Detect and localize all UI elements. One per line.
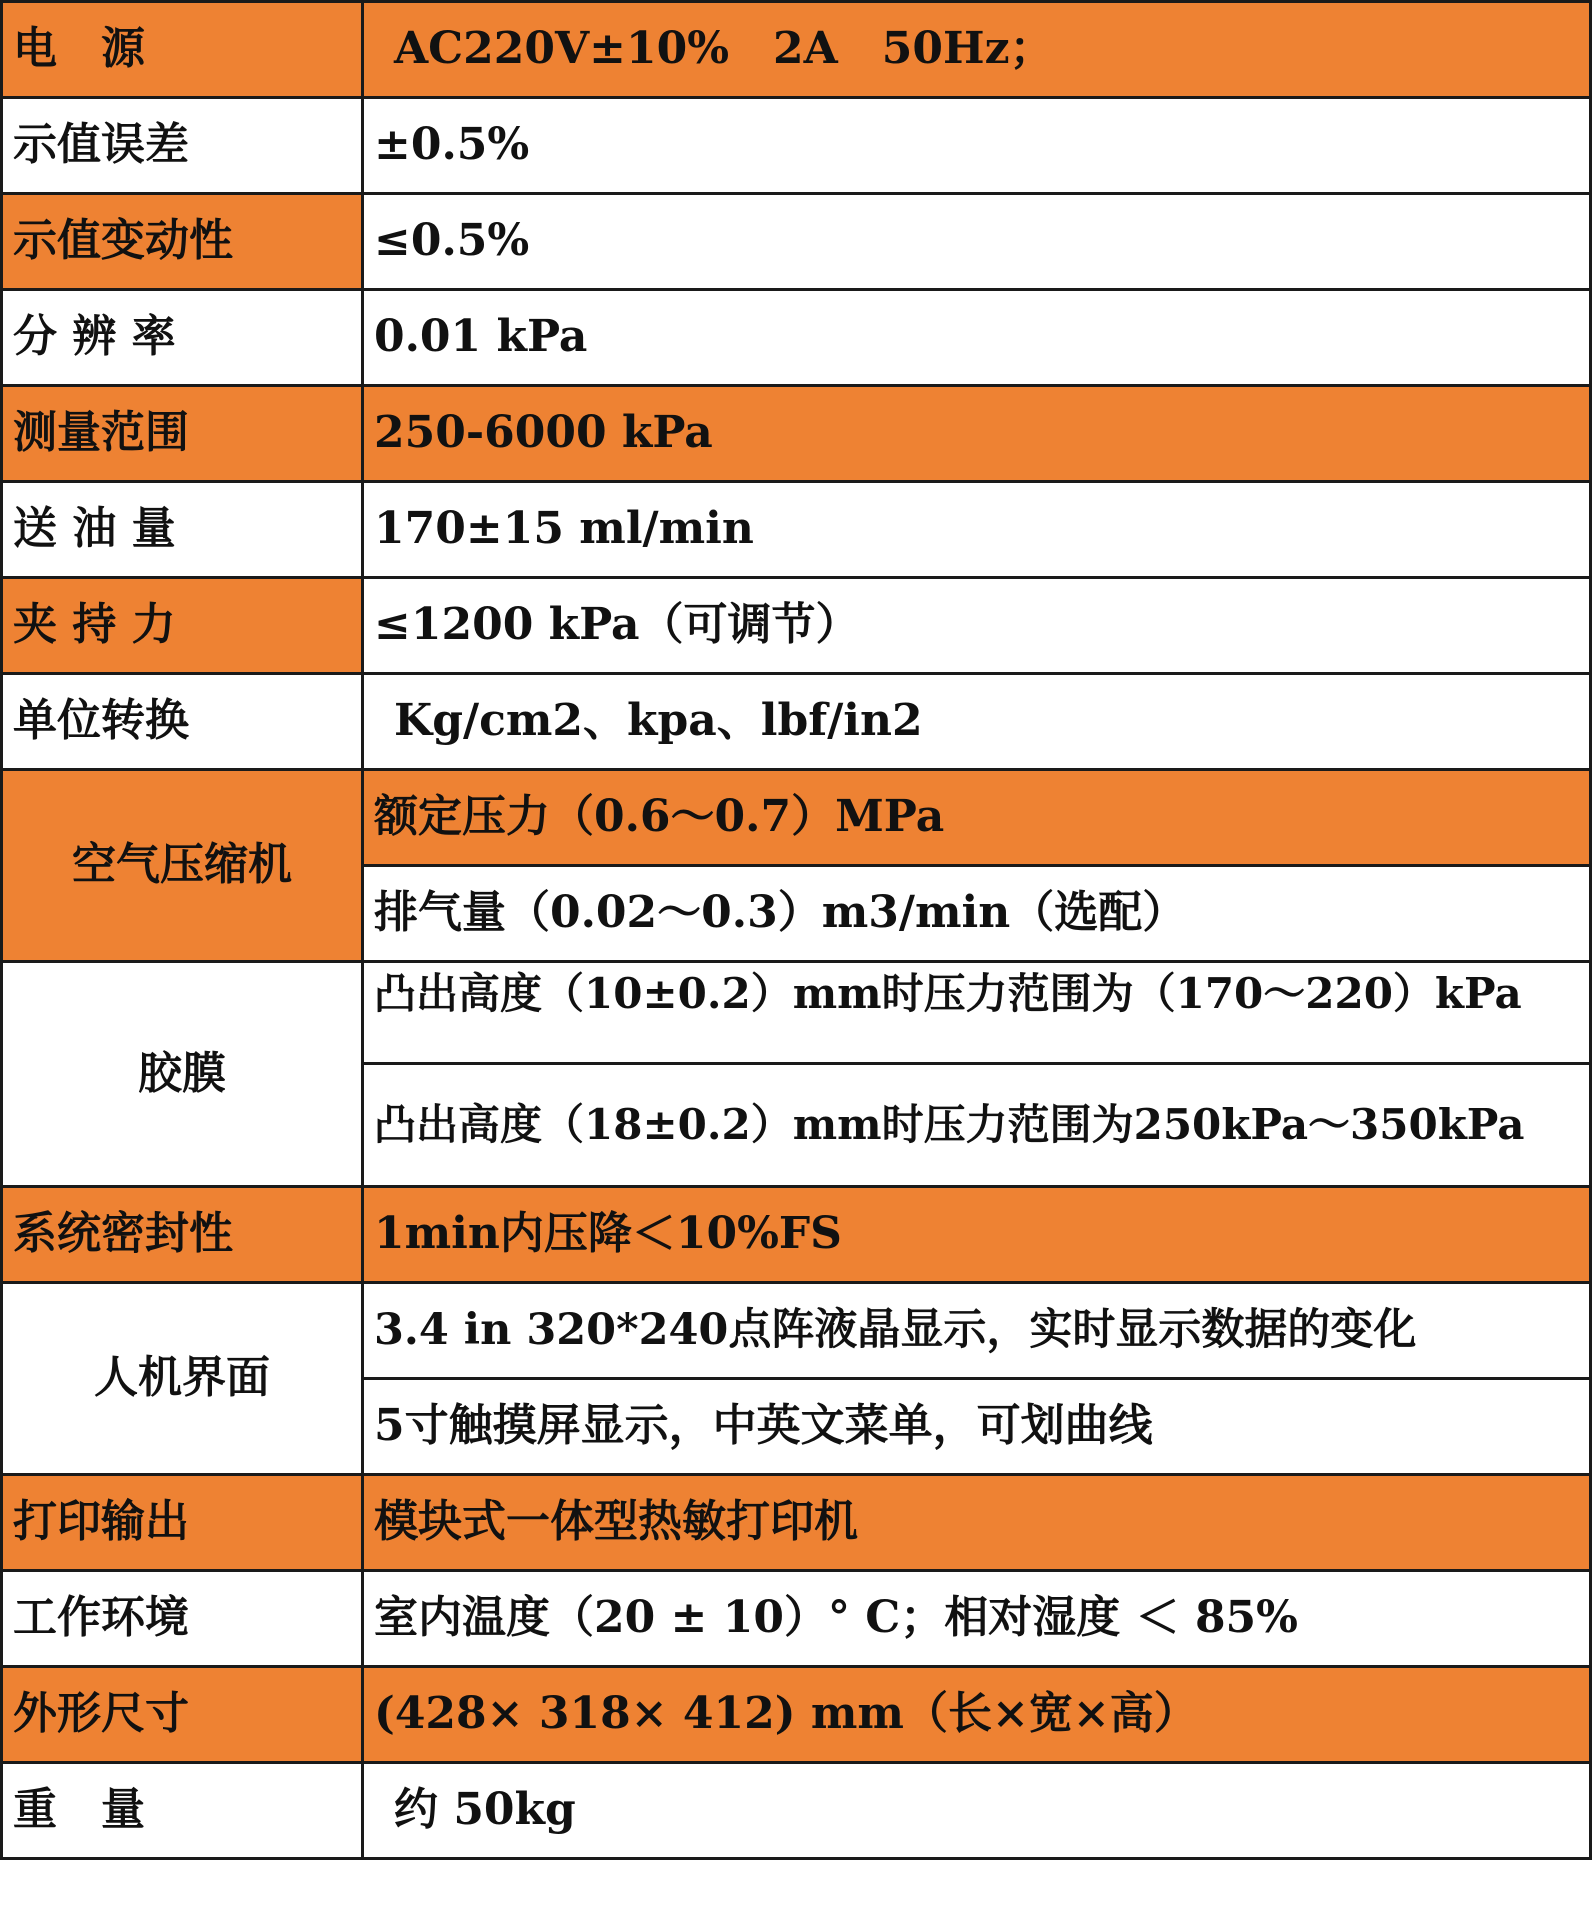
row-value-variability: ≤0.5% (363, 194, 1591, 290)
table-row (2, 98, 1591, 194)
row-label-sealing: 系统密封性 (2, 1187, 363, 1283)
table-row (2, 1187, 1591, 1283)
row-label-variability: 示值变动性 (2, 194, 363, 290)
row-value-error: ±0.5% (363, 98, 1591, 194)
table-row (2, 290, 1591, 386)
row-label-weight: 重 量 (2, 1763, 363, 1859)
row-label-printer: 打印输出 (2, 1475, 363, 1571)
table-row (2, 674, 1591, 770)
table-row (2, 578, 1591, 674)
table-row (2, 1667, 1591, 1763)
row-value-hmi-touch: 5寸触摸屏显示，中英文菜单，可划曲线 (363, 1379, 1591, 1475)
table-row (2, 482, 1591, 578)
row-value-environment: 室内温度（20 ± 10）° C；相对湿度 ＜ 85% (363, 1571, 1591, 1667)
row-value-units: Kg/cm2、kpa、lbf/in2 (363, 674, 1591, 770)
row-value-compressor-pressure: 额定压力（0.6～0.7）MPa (363, 770, 1591, 866)
row-value-resolution: 0.01 kPa (363, 290, 1591, 386)
row-value-clamping: ≤1200 kPa（可调节） (363, 578, 1591, 674)
row-label-resolution: 分 辨 率 (2, 290, 363, 386)
table-row (2, 1475, 1591, 1571)
row-label-dimensions: 外形尺寸 (2, 1667, 363, 1763)
row-value-oil-feed: 170±15 ml/min (363, 482, 1591, 578)
row-value-dimensions: (428× 318× 412) mm（长×宽×高） (363, 1667, 1591, 1763)
row-value-sealing: 1min内压降＜10%FS (363, 1187, 1591, 1283)
row-value-range: 250-6000 kPa (363, 386, 1591, 482)
row-label-range: 测量范围 (2, 386, 363, 482)
table-row (2, 1763, 1591, 1859)
row-value-compressor-flow: 排气量（0.02～0.3）m3/min（选配） (363, 866, 1591, 962)
row-value-hmi-lcd: 3.4 in 320*240点阵液晶显示，实时显示数据的变化 (363, 1283, 1591, 1379)
table-row (2, 962, 1591, 1064)
row-label-units: 单位转换 (2, 674, 363, 770)
row-label-compressor: 空气压缩机 (2, 770, 363, 962)
row-value-membrane-10mm: 凸出高度（10±0.2）mm时压力范围为（170～220）kPa (363, 962, 1591, 1064)
row-label-hmi: 人机界面 (2, 1283, 363, 1475)
row-value-printer: 模块式一体型热敏打印机 (363, 1475, 1591, 1571)
row-label-clamping: 夹 持 力 (2, 578, 363, 674)
row-label-oil-feed: 送 油 量 (2, 482, 363, 578)
table-row (2, 1571, 1591, 1667)
table-row (2, 1283, 1591, 1379)
table-row (2, 386, 1591, 482)
table-row (2, 194, 1591, 290)
row-value-power: AC220V±10% 2A 50Hz； (363, 2, 1591, 98)
row-label-error: 示值误差 (2, 98, 363, 194)
row-label-membrane: 胶膜 (2, 962, 363, 1187)
table-row (2, 2, 1591, 98)
row-value-membrane-18mm: 凸出高度（18±0.2）mm时压力范围为250kPa～350kPa (363, 1064, 1591, 1187)
row-value-weight: 约 50kg (363, 1763, 1591, 1859)
table-row (2, 770, 1591, 866)
row-label-environment: 工作环境 (2, 1571, 363, 1667)
row-label-power: 电 源 (2, 2, 363, 98)
